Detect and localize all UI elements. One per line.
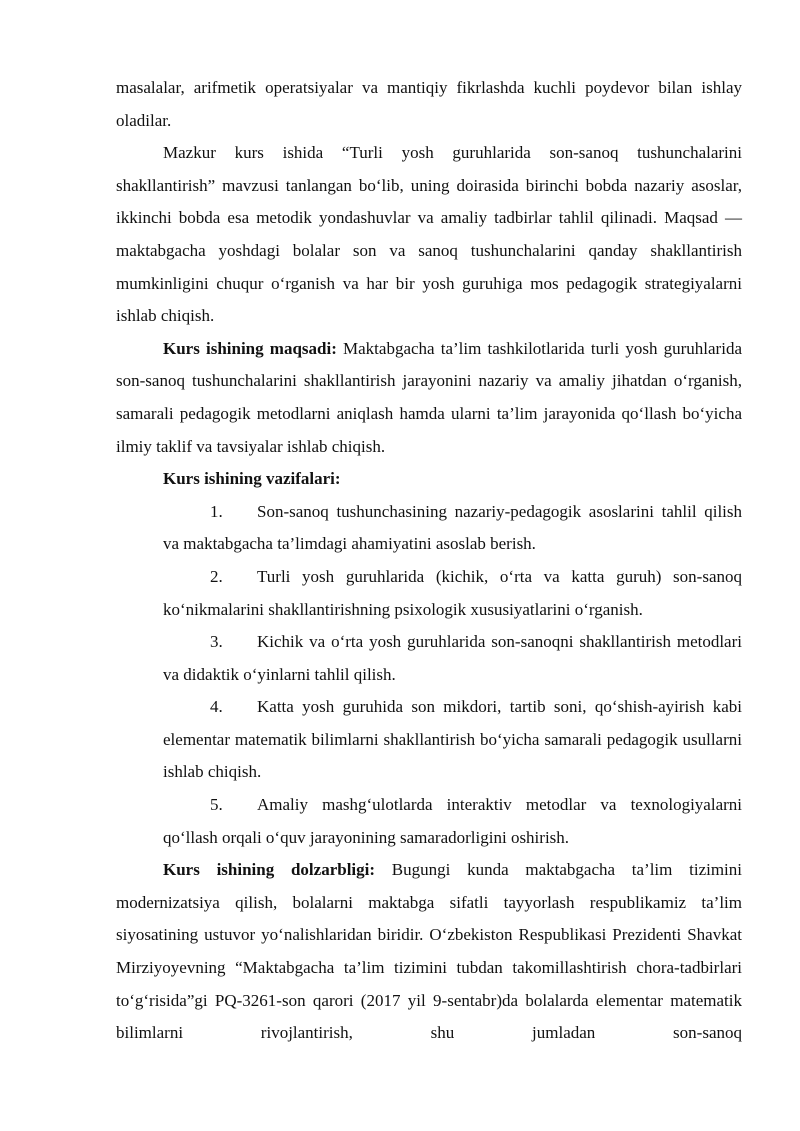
- list-item: [163, 691, 742, 789]
- tasks-heading: Kurs ishining vazifalari:: [163, 469, 341, 489]
- list-item-number: 1.: [210, 501, 223, 521]
- list-item-text: Son-sanoq tushunchasining nazariy-pedagogik asoslarini tahlil qilish va maktabgacha ta’limdagi ahamiyatini asoslab berish.: [163, 501, 742, 554]
- goal-text: Maktabgacha ta’lim tashkilotlarida turli yosh guruhlarida son-sanoq tushunchalarini shakllantirish jarayonini nazariy va amaliy jihatdan o‘rganish, samarali pedagogik metodlarni aniqlash hamda ularni ta’lim jarayonida qo‘llash bo‘yicha ilmiy taklif va tavsiyalar ishlab chiqish.: [116, 338, 742, 456]
- list-item-number: 4.: [210, 697, 223, 717]
- goal-label: Kurs ishining maqsadi:: [163, 338, 337, 358]
- list-item: [163, 789, 742, 854]
- list-item-text: Amaliy mashg‘ulotlarda interaktiv metodlar va texnologiyalarni qo‘llash orqali o‘quv jarayonining samaradorligini oshirish.: [163, 795, 742, 847]
- paragraph-goal: [116, 333, 742, 463]
- paragraph-continuation: masalalar, arifmetik operatsiyalar va mantiqiy fikrlashda kuchli poydevor bilan ishlay oladilar.: [116, 78, 742, 130]
- tasks-list: [116, 496, 742, 855]
- paragraph-intro: Mazkur kurs ishida “Turli yosh guruhlarida son-sanoq tushunchalarini shakllantirish” mavzusi tanlangan bo‘lib, uning doirasida birinchi bobda nazariy asoslar, ikkinchi bobda esa metodik yondashuvlar va amaliy tadbirlar tahlil qilinadi. Maqsad — maktabgacha yoshdagi bolalar son va sanoq tushunchalarini qanday shakllantirish mumkinligini chuqur o‘rganish va har bir yosh guruhiga mos pedagogik strategiyalarni ishlab chiqish.: [116, 143, 742, 326]
- list-item-text: Kichik va o‘rta yosh guruhlarida son-sanoqni shakllantirish metodlari va didaktik o‘yinlarni tahlil qilish.: [163, 632, 742, 684]
- list-item-number: 3.: [210, 632, 223, 652]
- list-item-text: Turli yosh guruhlarida (kichik, o‘rta va katta guruh) son-sanoq ko‘nikmalarini shakllantirishning psixologik xususiyatlarini o‘rganish.: [163, 566, 742, 619]
- list-item: [163, 561, 742, 626]
- list-item: [163, 496, 742, 561]
- list-item-number: 5.: [210, 795, 223, 815]
- list-item-text: Katta yosh guruhida son mikdori, tartib soni, qo‘shish-ayirish kabi elementar matematik bilimlarni shakllantirish bo‘yicha samarali pedagogik usullarni ishlab chiqish.: [163, 697, 742, 782]
- list-item-number: 2.: [210, 566, 223, 586]
- list-item: [163, 626, 742, 691]
- paragraph-relevance: [116, 854, 742, 1050]
- relevance-text: Bugungi kunda maktabgacha ta’lim tizimini modernizatsiya qilish, bolalarni maktabga sifatli tayyorlash respublikamiz ta’lim siyosatining ustuvor yo‘nalishlaridan biridir. O‘zbekiston Respublikasi Prezidenti Shavkat Mirziyoyevning “Maktabgacha ta’lim tizimini tubdan takomillashtirish chora-tadbirlari to‘g‘risida”gi PQ-3261-son qarori (2017 yil 9-sentabr)da bolalarda elementar matematik bilimlarni rivojlantirish, shu jumladan son-sanoq: [116, 860, 743, 1043]
- relevance-label: Kurs ishining dolzarbligi:: [163, 860, 376, 880]
- document-body: [116, 72, 742, 1050]
